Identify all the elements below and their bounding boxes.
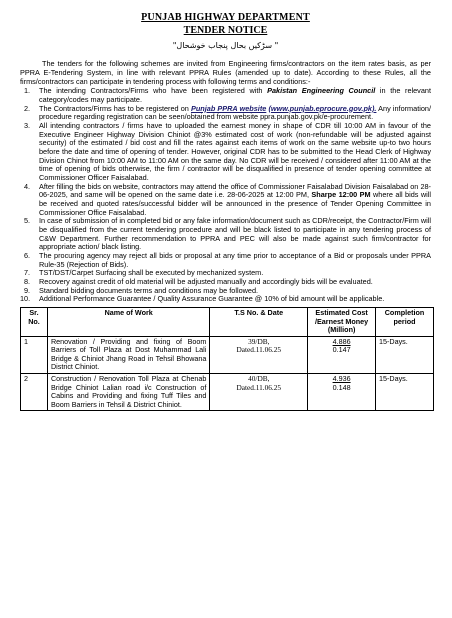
table-header-row <box>21 308 434 337</box>
term-number: 7. <box>24 268 31 278</box>
serial-number: 2 <box>21 374 48 411</box>
term-text: All intending contractors / firms have to uploaded the earnest money in shape of CDR till 10:00 AM in favour of the Executive Engineer Highway Division Chiniot @3% estimated cost of work (non-refundable will be adjusted against security) of the estimated / bid cost and fill the rates against each items of work on the same website up-to two hours before the date and time of opening of tender. However, original CDR has to be submitted to the Head Clerk of Highway Division Chinot from 10:00 AM to 11:00 AM on the same day. No CDR will be received / considered after 11:00 AM at the time of opening of bids otherwise, the firm / contractor will be disqualified in presence of tender opening committee at Commissioner Officer Faisalabad. <box>39 121 431 183</box>
estimated-cost: 4.936 <box>332 374 351 384</box>
term-emphasis: Sharpe 12:00 PM <box>311 190 371 200</box>
work-name: Construction / Renovation Toll Plaza at Chenab Bridge Chiniot Lalian road i/c Construction of Cabins and Providing and fixing Tuff Tiles and Boom Barriers in Tehsil & District Chiniot. <box>47 374 209 411</box>
term-number: 4. <box>24 181 31 191</box>
header-completion-period: Completion period <box>376 308 434 337</box>
term-item <box>20 217 431 252</box>
completion-period: 15-Days. <box>376 336 434 373</box>
ppra-link[interactable]: Punjab PPRA website <box>190 103 267 113</box>
notice-header <box>20 12 431 50</box>
term-number: 9. <box>24 285 31 295</box>
notice-title: TENDER NOTICE <box>183 24 268 36</box>
term-text: The procuring agency may reject all bids or proposal at any time prior to acceptance of a Bid or proposals under PPRA Rule-35 (Rejection of Bids). <box>39 251 431 269</box>
ts-number: 40/DB, <box>248 374 270 384</box>
term-text: Additional Performance Guarantee / Quality Assurance Guarantee @ 10% of bid amount will be applicable. <box>39 294 385 304</box>
table-row <box>21 336 434 373</box>
works-table <box>20 307 434 411</box>
header-sr-no: Sr. No. <box>21 308 48 337</box>
work-name: Renovation / Providing and fixing of Boom Barriers of Toll Plaza at Dost Muhammad Lali Bridge & Chiniot Jhang Road in Tehsil Bhowana District Chiniot. <box>47 336 209 373</box>
term-item <box>20 183 431 218</box>
term-number: 2. <box>24 103 31 113</box>
completion-period: 15-Days. <box>376 374 434 411</box>
term-item <box>20 105 431 122</box>
intro-paragraph: The tenders for the following schemes are invited from Engineering firms/contractors on the item rates basis, as per PPRA E-Tendering System, in line with relevant PPRA Rules (amended up to date). According to these Rules, all the firms/contractors can participate in tendering process with following terms and conditions:- <box>20 59 431 86</box>
term-text: Standard bidding documents terms and conditions may be followed. <box>39 285 259 295</box>
term-number: 1. <box>24 86 31 96</box>
ppra-url-link[interactable]: (www.punjab.eprocure.gov.pk). <box>268 103 377 113</box>
term-text: TST/DST/Carpet Surfacing shall be executed by mechanized system. <box>39 268 264 278</box>
ts-number-date <box>210 336 308 373</box>
terms-list <box>20 87 431 304</box>
department-title: PUNJAB HIGHWAY DEPARTMENT <box>141 12 310 23</box>
term-text: where all bids will be received and quoted rates/successful bidder will be announced in the presence of Tender Opening Committee in Commissioner Office Faisalabad. <box>39 190 431 217</box>
estimated-cost: 4.886 <box>332 336 351 346</box>
term-text: After filling the bids on website, contractors may attend the office of Commissioner Faisalabad Division Faisalabad on 28-06-2025, and same will be opened on the same date i.e. 28-06-2025 at 12:00 PM, <box>39 181 431 200</box>
term-text: Recovery against credit of old material will be adjusted manually and accordingly bids will be evaluated. <box>39 277 373 287</box>
term-text: in the relevant category/codes may participate. <box>39 86 431 104</box>
ts-number: 39/DB, <box>248 336 270 346</box>
term-text: In case of submission of in completed bid or any fake information/document such as CDR/receipt, the Contractor/Firm will be disqualified from the current tendering procedure and will be black listed to participate in any tendering process of C&W Department. Further recommendation to PPRA and PEC will also be made against such firm/contractor for appropriate action/ black listing. <box>39 216 431 252</box>
header-estimated-cost: Estimated Cost /Earnest Money (Million) <box>308 308 376 337</box>
estimated-cost-cell <box>308 336 376 373</box>
header-ts-no: T.S No. & Date <box>210 308 308 337</box>
earnest-money: 0.148 <box>332 382 351 392</box>
ts-date: Dated.11.06.25 <box>236 345 282 355</box>
term-text: Any information/ procedure regarding registration can be seen/obtained from website ppra.punjab.gov.pk/e-procurement. <box>39 103 431 122</box>
term-text: The Contractors/Firms has to be registered on <box>39 103 191 113</box>
ts-date: Dated.11.06.25 <box>236 382 282 392</box>
term-number: 8. <box>24 277 31 287</box>
header-name-of-work: Name of Work <box>47 308 209 337</box>
table-row <box>21 374 434 411</box>
term-item <box>20 87 431 104</box>
term-emphasis: Pakistan Engineering Council <box>267 86 376 96</box>
ts-number-date <box>210 374 308 411</box>
term-number: 5. <box>24 216 31 226</box>
term-item <box>20 295 431 304</box>
estimated-cost-cell <box>308 374 376 411</box>
term-item <box>20 122 431 183</box>
urdu-slogan: " سڑکیں بحال پنجاب خوشحال" <box>172 40 279 50</box>
term-text: The intending Contractors/Firms who have been registered with <box>39 86 268 96</box>
term-number: 6. <box>24 251 31 261</box>
term-number: 3. <box>24 121 31 130</box>
term-number: 10. <box>20 294 31 304</box>
term-item <box>20 252 431 269</box>
serial-number: 1 <box>21 336 48 373</box>
earnest-money: 0.147 <box>332 345 351 355</box>
